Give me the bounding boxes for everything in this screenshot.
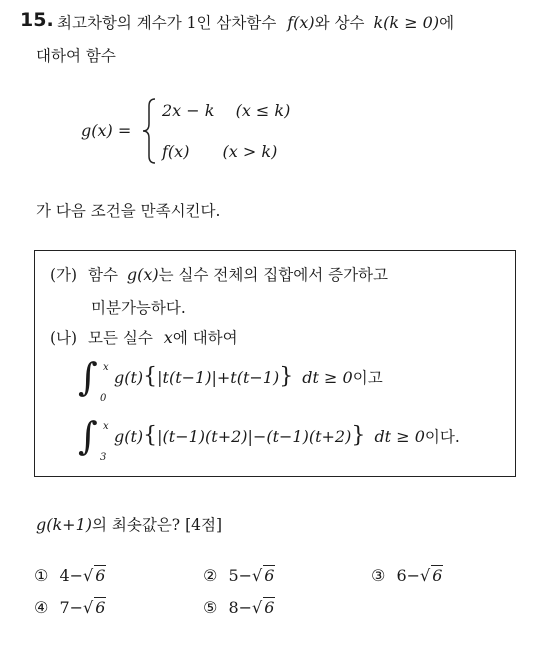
intro-line-2: 대하여 함수 <box>36 47 116 65</box>
integral-1-body: g(t) <box>114 368 144 387</box>
choice-2-root: 6 <box>264 566 275 585</box>
question-text: 의 최솟값은? <box>92 516 181 534</box>
choice-5[interactable] <box>203 597 275 617</box>
choice-5-mark: ⑤ <box>203 598 218 617</box>
choice-1-root: 6 <box>95 566 106 585</box>
integral-sign-2: ∫ <box>78 414 98 458</box>
choice-1-value: 4− <box>59 566 84 585</box>
g-definition-label: g(x) = <box>81 121 132 140</box>
case-2 <box>162 142 277 161</box>
sqrt-icon: √ <box>252 598 263 617</box>
left-brace-icon <box>140 96 160 166</box>
integral-2-brace-close: } <box>351 423 366 448</box>
intro-text-2: 와 상수 <box>314 14 365 32</box>
choice-1[interactable] <box>34 565 106 585</box>
choice-3-mark: ③ <box>371 566 386 585</box>
intro-text-3: 에 <box>439 14 455 32</box>
integral-1-tail: dt ≥ 0 <box>302 368 353 387</box>
integral-1-inner: |t(t−1)|+t(t−1) <box>157 368 280 387</box>
condition-b <box>50 326 238 348</box>
integral-2-expression <box>114 425 460 447</box>
integral-1-upper: x <box>103 362 109 373</box>
case-2-expr: f(x) <box>162 142 190 161</box>
condition-a-text-1: 함수 <box>88 266 118 284</box>
integral-1-brace-open: { <box>143 364 158 389</box>
problem-number: 15. <box>20 9 54 31</box>
condition-b-text-1: 모든 실수 <box>88 329 153 347</box>
intro-f: f(x) <box>287 13 315 32</box>
integral-2-body: g(t) <box>114 427 144 446</box>
condition-a-text-2: 는 실수 전체의 집합에서 증가하고 <box>158 266 388 284</box>
integral-1-end: 이고 <box>352 369 383 387</box>
case-1-expr: 2x − k <box>162 101 215 120</box>
intro-text-1: 최고차항의 계수가 1인 삼차함수 <box>57 14 277 32</box>
integral-2-upper: x <box>103 421 109 432</box>
integral-2-inner: |(t−1)(t+2)|−(t−1)(t+2) <box>157 427 352 446</box>
sqrt-icon: √ <box>252 566 263 585</box>
choice-2[interactable] <box>203 565 275 585</box>
conditions-intro: 가 다음 조건을 만족시킨다. <box>36 202 221 220</box>
problem-intro <box>57 11 454 33</box>
case-1 <box>162 101 290 120</box>
choice-4[interactable] <box>34 597 106 617</box>
condition-a-text-3: 미분가능하다. <box>91 299 186 317</box>
condition-b-label: (나) <box>50 329 78 347</box>
integral-sign-1: ∫ <box>78 355 98 399</box>
integral-2-tail: dt ≥ 0 <box>374 427 425 446</box>
integral-1-lower: 0 <box>100 393 107 404</box>
question <box>36 513 222 535</box>
choice-5-root: 6 <box>264 598 275 617</box>
intro-k: k(k ≥ 0) <box>373 13 440 32</box>
condition-b-x: x <box>163 328 173 347</box>
choice-2-value: 5− <box>228 566 253 585</box>
integral-2-end: 이다. <box>424 428 460 446</box>
integral-1-expression <box>114 366 383 388</box>
choice-1-mark: ① <box>34 566 49 585</box>
choice-5-value: 8− <box>228 598 253 617</box>
condition-b-text-2: 에 대하여 <box>172 329 238 347</box>
choice-2-mark: ② <box>203 566 218 585</box>
choice-4-root: 6 <box>95 598 106 617</box>
choice-4-value: 7− <box>59 598 84 617</box>
condition-a-gx: g(x) <box>126 265 159 284</box>
condition-a <box>50 263 388 285</box>
case-2-cond: (x > k) <box>222 142 278 161</box>
sqrt-icon: √ <box>83 598 94 617</box>
choice-3[interactable] <box>371 565 443 585</box>
condition-a-label: (가) <box>50 266 78 284</box>
choice-3-root: 6 <box>432 566 443 585</box>
sqrt-icon: √ <box>83 566 94 585</box>
case-1-cond: (x ≤ k) <box>235 101 291 120</box>
integral-2-brace-open: { <box>143 423 158 448</box>
integral-1-brace-close: } <box>279 364 294 389</box>
choice-4-mark: ④ <box>34 598 49 617</box>
question-points: [4점] <box>185 516 222 534</box>
integral-2-lower: 3 <box>100 452 107 463</box>
question-expr: g(k+1) <box>36 515 93 534</box>
sqrt-icon: √ <box>420 566 431 585</box>
choice-3-value: 6− <box>396 566 421 585</box>
